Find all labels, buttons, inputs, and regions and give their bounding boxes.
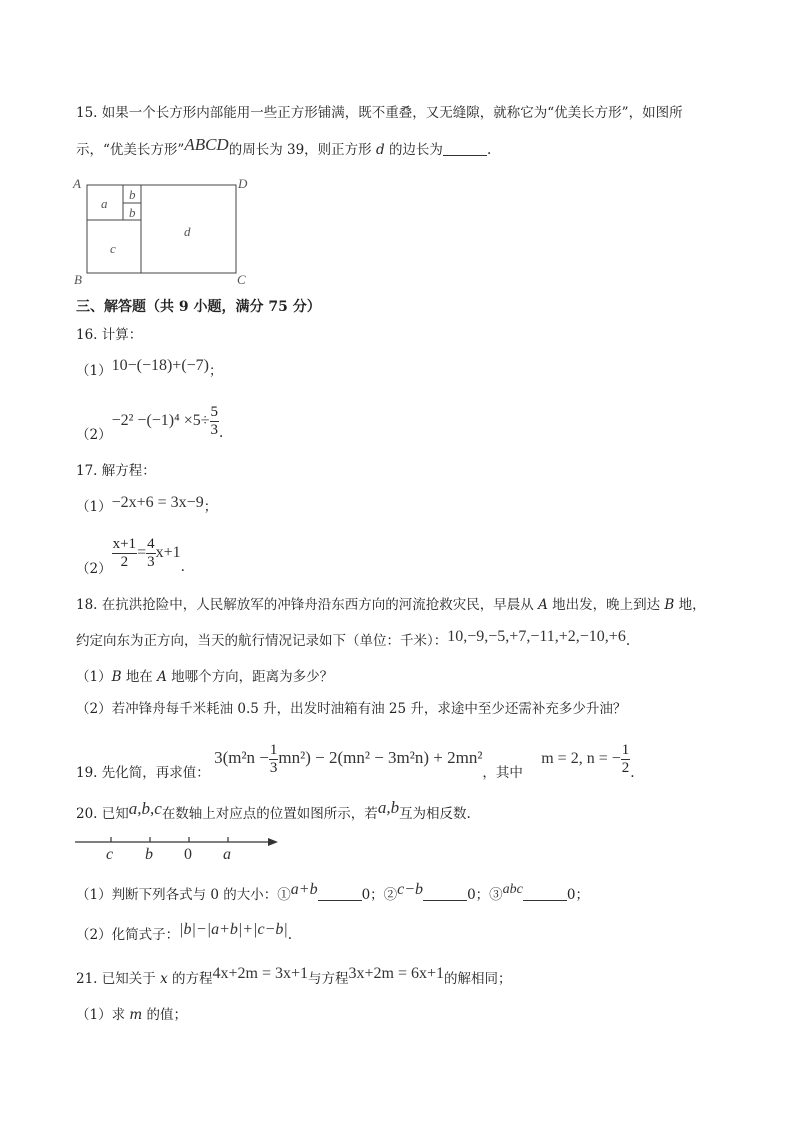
q18-line2 (76, 628, 631, 650)
q17-p1-expr: −2x+6 = 3x−9 (111, 494, 204, 511)
q20-vars-abc: a,b,c (128, 799, 162, 818)
fig-square-b2: b (129, 205, 136, 220)
q19-expr-part2: mn²) − 2(mn² − 3m²n) + 2mn² (278, 748, 483, 767)
q19-condition: m = 2, n = − (541, 750, 621, 767)
q15-answer-blank[interactable] (443, 141, 487, 156)
q18-p1-pre: （1） (76, 669, 112, 685)
q21-mid2: 与方程 (308, 971, 349, 987)
q15-line2-pre: 示，“优美长方形” (76, 142, 185, 158)
axis-label-b: b (145, 846, 153, 862)
q20-p1-s1: 0；② (361, 887, 398, 903)
q17-p1-end: ； (203, 499, 218, 515)
fig-label-a-corner: A (73, 176, 81, 191)
q16-part1 (76, 357, 223, 380)
q21-line1 (76, 965, 512, 988)
q19-end: . (630, 765, 635, 781)
axis-label-a: a (223, 846, 231, 862)
q21-var-x: x (160, 971, 168, 987)
q19-cond-den: 2 (621, 760, 630, 776)
q19-cond-num: 1 (621, 742, 630, 758)
q20-p2-end: . (287, 927, 293, 943)
q19-frac-num: 1 (269, 742, 278, 758)
q15-line2-mid: 的周长为 39，则正方形 (228, 142, 372, 158)
q17-part1 (76, 494, 218, 516)
q17-p2-num2: 4 (147, 536, 155, 552)
q16-p2-den: 3 (210, 422, 218, 438)
q20-line1 (76, 798, 471, 823)
q17-p2-frac1 (112, 536, 137, 571)
q17-p2-den2: 3 (147, 554, 155, 570)
q16-p2-expr: −2² −(−1)⁴ ×5÷ (111, 412, 210, 429)
q16-p1-label: （1） (76, 363, 112, 379)
q15-line2-end: . (486, 142, 492, 158)
q18-p1-var-a: A (157, 669, 167, 685)
fig-label-c-corner: C (237, 272, 246, 287)
q21-var-m: m (129, 1007, 143, 1023)
q17-p2-eq: = (137, 544, 147, 561)
q20-line1-post: 互为相反数. (399, 806, 471, 822)
q19-mid: ，其中 (482, 765, 523, 781)
q20-vars-ab: a,b (377, 798, 400, 817)
q15-abcd: ABCD (184, 135, 229, 154)
q19-fraction (269, 742, 279, 777)
q17-p2-end: . (180, 559, 185, 575)
q20-p1-s2: 0；③ (467, 887, 503, 903)
q21-pre: 21. 已知关于 (76, 971, 156, 987)
fig-square-c: c (110, 241, 116, 256)
q15-figure (70, 172, 260, 288)
q16-p2-num: 5 (210, 404, 218, 420)
q17-p2-frac2 (146, 536, 156, 571)
q16-p2-label: （2） (76, 427, 112, 443)
q18-line2-end: . (625, 633, 631, 649)
fig-square-b1: b (129, 187, 136, 202)
q18-p1-var-b: B (111, 669, 122, 685)
q16-part2 (76, 404, 224, 443)
q15-line1: 15. 如果一个长方形内部能用一些正方形铺满，既不重叠，又无缝隙，就称它为“优美长方形”，如图所 (76, 105, 683, 121)
q20-p2-expr: |b|−|a+b|+|c−b| (179, 921, 288, 938)
q21-p1-pre: （1）求 (76, 1007, 126, 1023)
q20-blank2[interactable] (423, 886, 467, 901)
axis-label-c: c (106, 846, 114, 862)
q21-p1-post: 的值； (146, 1007, 187, 1023)
fig-square-d: d (184, 224, 191, 239)
q20-blank1[interactable] (318, 886, 362, 901)
q15-line2-post: 的边长为 (388, 142, 443, 158)
q21-mid1: 的方程 (171, 971, 213, 987)
q18-part2: （2）若冲锋舟每千米耗油 0.5 升，出发时油箱有油 25 升，求途中至少还需补充多少升油？ (76, 701, 627, 717)
section-heading: 三、解答题（共 9 小题，满分 75 分） (76, 299, 321, 315)
q21-eq1: 4x+2m = 3x+1 (212, 965, 308, 982)
q16-p1-expr: 10−(−18)+(−7) (111, 357, 209, 374)
q17-title: 17. 解方程： (76, 463, 156, 479)
fig-square-a: a (101, 196, 108, 211)
q18-p1-mid: 地在 (125, 669, 153, 685)
q18-part1 (76, 668, 333, 686)
q17-p2-tail: x+1 (155, 544, 181, 561)
q20-part2 (76, 921, 293, 944)
q20-expr2: c−b (397, 881, 424, 898)
q21-part1 (76, 1006, 187, 1024)
q19-expr-part1: 3(m²n − (214, 748, 269, 767)
q17-p2-den1: 2 (120, 554, 129, 570)
fig-label-b-corner: B (74, 272, 82, 287)
q20-p2-pre: （2）化简式子： (76, 927, 180, 943)
q20-line1-pre: 20. 已知 (76, 806, 129, 822)
q17-p2-num1: x+1 (112, 536, 137, 552)
q17-part2 (76, 536, 185, 577)
q16-p2-fraction (210, 404, 220, 439)
q19-frac-den: 3 (269, 760, 278, 776)
q18-line1-pre: 18. 在抗洪抢险中，人民解放军的冲锋舟沿东西方向的河流抢救灾民，早晨从 (76, 597, 534, 613)
q20-blank3[interactable] (523, 886, 567, 901)
q17-p1-label: （1） (76, 499, 112, 515)
q18-line1-mid: 地出发，晚上到达 (552, 597, 661, 613)
q20-expr1: a+b (290, 881, 318, 898)
q19-pre: 19. 先化简，再求值： (76, 765, 210, 781)
q20-part1 (76, 881, 589, 905)
q15-line2 (76, 135, 492, 159)
q18-var-a: A (538, 597, 548, 613)
q17-p2-label: （2） (76, 561, 112, 577)
q21-eq2: 3x+2m = 6x+1 (348, 965, 445, 982)
fig-label-d-corner: D (238, 176, 248, 191)
q20-p1-pre: （1）判断下列各式与 0 的大小：① (76, 887, 291, 903)
q20-number-line (72, 830, 282, 862)
q19-line (76, 742, 635, 781)
q18-data: 10,−9,−5,+7,−11,+2,−10,+6 (447, 628, 626, 645)
q16-p2-end: . (219, 425, 224, 441)
q18-p1-post: 地哪个方向，距离为多少？ (171, 669, 334, 685)
q15-var-d: d (375, 142, 385, 158)
q20-p1-s3: 0； (566, 887, 589, 903)
q21-post: 的解相同； (444, 971, 512, 987)
q19-cond-fraction (621, 742, 631, 777)
q20-line1-mid: 在数轴上对应点的位置如图所示，若 (161, 806, 378, 822)
q18-line1-post: 地， (678, 597, 706, 613)
q18-line2-text: 约定向东为正方向，当天的航行情况记录如下（单位：千米）： (76, 633, 448, 649)
q20-expr3: abc (502, 882, 523, 897)
q16-p1-end: ； (209, 363, 223, 379)
q16-title: 16. 计算： (76, 327, 143, 343)
q18-var-b: B (664, 597, 675, 613)
q18-line1 (76, 596, 706, 614)
axis-label-zero: 0 (184, 846, 192, 862)
